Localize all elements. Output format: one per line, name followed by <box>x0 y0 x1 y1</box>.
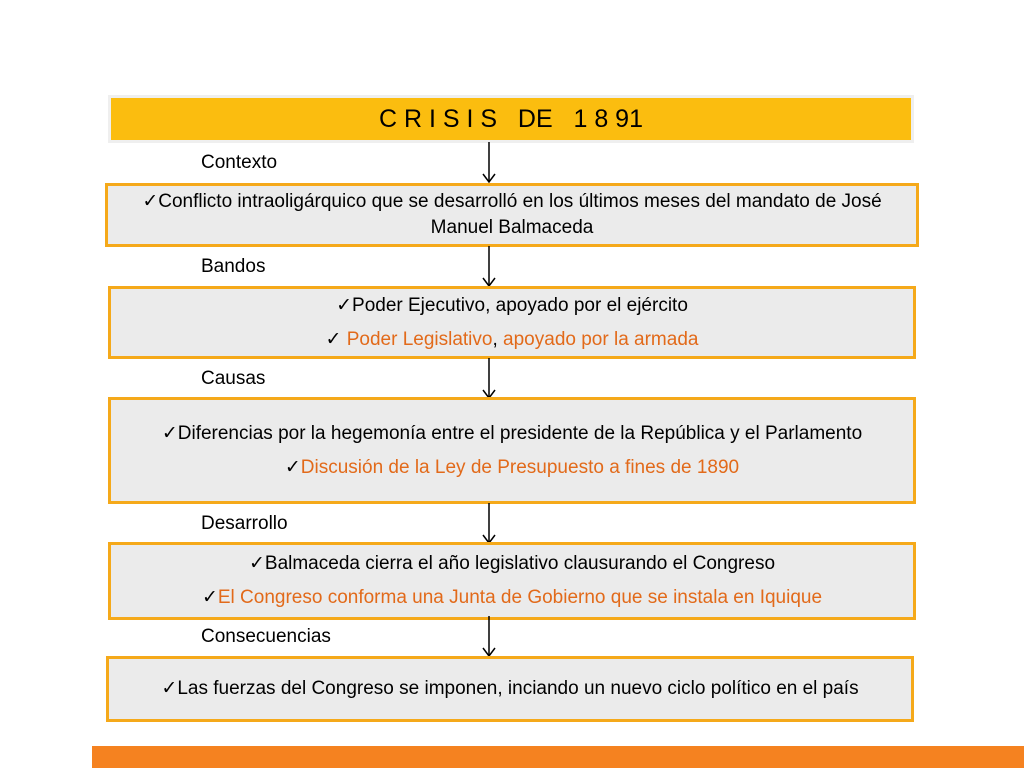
arrow-down-icon <box>479 358 499 400</box>
line-text: Discusión de la Ley de Presupuesto a fines de 1890 <box>300 456 740 478</box>
section-line <box>162 421 862 447</box>
section-label-bandos: Bandos <box>201 256 266 277</box>
section-label-consecuencias: Consecuencias <box>201 626 331 647</box>
arrow-down-icon <box>479 503 499 545</box>
section-line <box>161 676 858 702</box>
section-box-causas <box>108 397 916 504</box>
line-text: apoyado por la armada <box>503 328 699 350</box>
checkmark-icon: ✓ <box>161 678 178 699</box>
title-banner <box>108 95 914 143</box>
section-box-contexto <box>105 183 919 247</box>
section-line <box>326 327 699 353</box>
section-line <box>202 585 822 611</box>
section-line <box>285 455 739 481</box>
line-text: , <box>492 328 504 350</box>
line-text: Conflicto intraoligárquico que se desarrolló en los últimos meses del mandato de José Manuel Balmaceda <box>158 191 882 238</box>
checkmark-icon: ✓ <box>248 553 265 574</box>
section-line <box>132 189 892 241</box>
arrow-down-icon <box>479 246 499 288</box>
checkmark-icon: ✓ <box>201 587 218 608</box>
line-text: Las fuerzas del Congreso se imponen, inciando un nuevo ciclo político en el país <box>177 678 859 699</box>
line-text: Diferencias por la hegemonía entre el presidente de la República y el Parlamento <box>177 422 863 444</box>
section-line <box>336 293 688 319</box>
section-label-desarrollo: Desarrollo <box>201 513 288 534</box>
section-box-desarrollo <box>108 542 916 620</box>
footer-accent-bar <box>92 746 1024 768</box>
checkmark-icon: ✓ <box>284 456 301 478</box>
slide-title: C R I S I S DE 1 8 91 <box>379 104 643 133</box>
arrow-down-icon <box>479 142 499 184</box>
line-text: Poder Legislativo <box>341 328 493 350</box>
checkmark-icon: ✓ <box>142 191 159 212</box>
checkmark-icon: ✓ <box>325 328 342 350</box>
section-label-contexto: Contexto <box>201 152 278 173</box>
section-line <box>249 551 775 577</box>
line-text: Poder Ejecutivo, apoyado por el ejército <box>352 294 688 316</box>
line-text: El Congreso conforma una Junta de Gobierno que se instala en Iquique <box>217 587 823 608</box>
section-box-bandos <box>108 286 916 359</box>
checkmark-icon: ✓ <box>336 294 353 316</box>
section-box-consecuencias <box>106 656 914 722</box>
checkmark-icon: ✓ <box>161 422 178 444</box>
section-label-causas: Causas <box>201 368 266 389</box>
arrow-down-icon <box>479 616 499 658</box>
line-text: Balmaceda cierra el año legislativo clausurando el Congreso <box>264 553 776 574</box>
